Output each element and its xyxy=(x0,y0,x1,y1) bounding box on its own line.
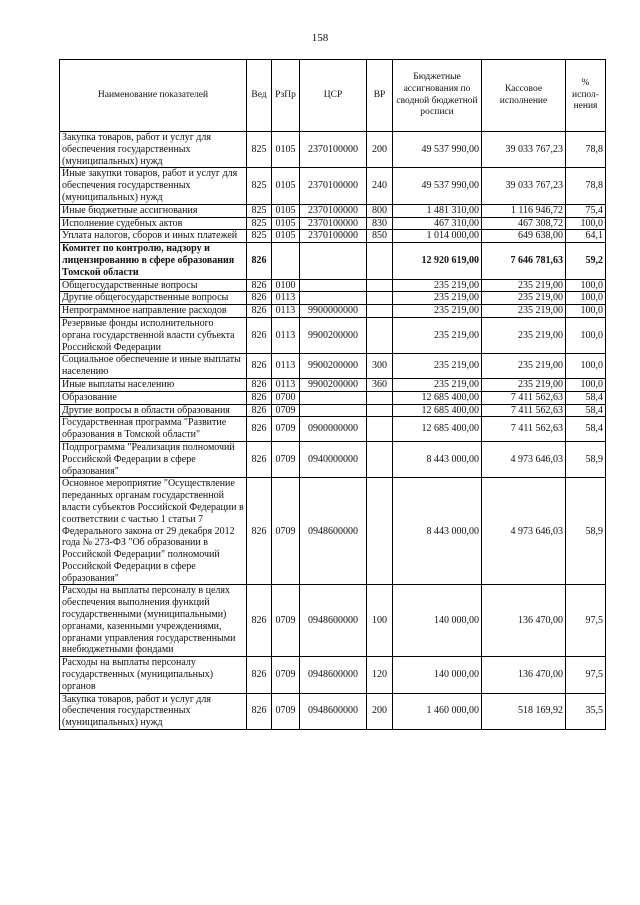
row-percent: 100,0 xyxy=(566,217,606,230)
row-rzpr: 0709 xyxy=(272,404,300,417)
row-name: Иные закупки товаров, работ и услуг для обеспечения государственных (муниципальных) нужд xyxy=(60,168,247,204)
row-name: Расходы на выплаты персоналу государственных (муниципальных) органов xyxy=(60,657,247,693)
row-name: Комитет по контролю, надзору и лицензированию в сфере образования Томской области xyxy=(60,243,247,279)
row-ved: 826 xyxy=(247,378,272,391)
row-cash: 467 308,72 xyxy=(482,217,566,230)
row-budget: 1 014 000,00 xyxy=(393,230,482,243)
row-ved: 825 xyxy=(247,217,272,230)
row-vr xyxy=(367,417,393,442)
row-percent: 78,8 xyxy=(566,168,606,204)
row-budget: 12 685 400,00 xyxy=(393,391,482,404)
row-name: Иные выплаты населению xyxy=(60,378,247,391)
row-budget: 8 443 000,00 xyxy=(393,441,482,477)
row-cash: 136 470,00 xyxy=(482,585,566,657)
row-vr xyxy=(367,391,393,404)
row-csr: 2370100000 xyxy=(300,217,367,230)
table-row xyxy=(60,204,606,217)
page-number: 158 xyxy=(311,32,329,44)
row-budget: 49 537 990,00 xyxy=(393,168,482,204)
header-vr: ВР xyxy=(367,60,393,132)
row-vr xyxy=(367,478,393,585)
header-name: Наименование показателей xyxy=(60,60,247,132)
row-cash: 235 219,00 xyxy=(482,354,566,379)
row-name: Уплата налогов, сборов и иных платежей xyxy=(60,230,247,243)
table-row xyxy=(60,378,606,391)
row-csr: 2370100000 xyxy=(300,132,367,168)
row-vr: 100 xyxy=(367,585,393,657)
row-percent: 59,2 xyxy=(566,243,606,279)
row-percent: 35,5 xyxy=(566,693,606,729)
row-name: Другие общегосударственные вопросы xyxy=(60,292,247,305)
row-name: Иные бюджетные ассигнования xyxy=(60,204,247,217)
row-csr: 2370100000 xyxy=(300,168,367,204)
table-header-row xyxy=(60,60,606,132)
row-rzpr: 0105 xyxy=(272,230,300,243)
row-csr: 0948600000 xyxy=(300,585,367,657)
row-ved: 826 xyxy=(247,391,272,404)
header-budget: Бюджетные ассигнования по сводной бюджетной росписи xyxy=(393,60,482,132)
row-csr xyxy=(300,391,367,404)
row-budget: 235 219,00 xyxy=(393,292,482,305)
row-ved: 826 xyxy=(247,585,272,657)
row-ved: 826 xyxy=(247,693,272,729)
row-budget: 1 460 000,00 xyxy=(393,693,482,729)
table-row xyxy=(60,391,606,404)
row-budget: 235 219,00 xyxy=(393,378,482,391)
row-csr: 2370100000 xyxy=(300,204,367,217)
row-percent: 58,9 xyxy=(566,478,606,585)
row-name: Государственная программа "Развитие образования в Томской области" xyxy=(60,417,247,442)
table-row xyxy=(60,132,606,168)
row-name: Резервные фонды исполнительного органа государственной власти субъекта Российской Федерации xyxy=(60,317,247,353)
header-ved: Вед xyxy=(247,60,272,132)
row-percent: 78,8 xyxy=(566,132,606,168)
row-ved: 826 xyxy=(247,279,272,292)
row-vr xyxy=(367,317,393,353)
row-name: Непрограммное направление расходов xyxy=(60,305,247,318)
row-budget: 140 000,00 xyxy=(393,585,482,657)
row-rzpr: 0113 xyxy=(272,354,300,379)
row-name: Социальное обеспечение и иные выплаты населению xyxy=(60,354,247,379)
row-csr: 0948600000 xyxy=(300,693,367,729)
row-csr: 9900200000 xyxy=(300,378,367,391)
row-cash: 235 219,00 xyxy=(482,317,566,353)
row-vr: 800 xyxy=(367,204,393,217)
row-rzpr: 0105 xyxy=(272,168,300,204)
header-csr: ЦСР xyxy=(300,60,367,132)
table-row xyxy=(60,217,606,230)
table-row xyxy=(60,417,606,442)
row-rzpr: 0709 xyxy=(272,657,300,693)
row-percent: 58,4 xyxy=(566,417,606,442)
row-cash: 4 973 646,03 xyxy=(482,441,566,477)
row-rzpr: 0709 xyxy=(272,693,300,729)
row-rzpr: 0105 xyxy=(272,204,300,217)
budget-execution-table xyxy=(59,59,606,730)
table-row xyxy=(60,585,606,657)
table-row xyxy=(60,693,606,729)
row-name: Образование xyxy=(60,391,247,404)
table-row xyxy=(60,441,606,477)
row-csr xyxy=(300,279,367,292)
row-vr xyxy=(367,305,393,318)
row-percent: 97,5 xyxy=(566,657,606,693)
row-cash: 235 219,00 xyxy=(482,292,566,305)
table-row xyxy=(60,354,606,379)
row-vr: 200 xyxy=(367,693,393,729)
table-row xyxy=(60,657,606,693)
row-ved: 826 xyxy=(247,404,272,417)
row-ved: 826 xyxy=(247,317,272,353)
row-rzpr: 0113 xyxy=(272,292,300,305)
table-row xyxy=(60,305,606,318)
row-percent: 100,0 xyxy=(566,305,606,318)
row-budget: 140 000,00 xyxy=(393,657,482,693)
row-name: Основное мероприятие "Осуществление переданных органам государственной власти субъектов Российской Федерации в соответствии с частью 1 статьи 7 Федерального закона от 29 декабря 2012 года № 273-ФЗ "Об образовании в Российской Федерации" полномочий Российской Федерации в сфере образования" xyxy=(60,478,247,585)
row-percent: 100,0 xyxy=(566,378,606,391)
row-ved: 826 xyxy=(247,478,272,585)
header-percent: % испол-нения xyxy=(566,60,606,132)
row-vr: 120 xyxy=(367,657,393,693)
row-rzpr: 0113 xyxy=(272,317,300,353)
row-ved: 826 xyxy=(247,354,272,379)
table-row xyxy=(60,317,606,353)
row-vr xyxy=(367,404,393,417)
row-csr: 2370100000 xyxy=(300,230,367,243)
row-csr: 0940000000 xyxy=(300,441,367,477)
row-rzpr xyxy=(272,243,300,279)
row-percent: 100,0 xyxy=(566,317,606,353)
row-cash: 39 033 767,23 xyxy=(482,132,566,168)
row-rzpr: 0113 xyxy=(272,305,300,318)
header-rzpr: РзПр xyxy=(272,60,300,132)
row-ved: 826 xyxy=(247,305,272,318)
row-budget: 1 481 310,00 xyxy=(393,204,482,217)
row-csr: 0900000000 xyxy=(300,417,367,442)
row-cash: 235 219,00 xyxy=(482,279,566,292)
row-name: Закупка товаров, работ и услуг для обеспечения государственных (муниципальных) нужд xyxy=(60,132,247,168)
row-name: Исполнение судебных актов xyxy=(60,217,247,230)
row-rzpr: 0709 xyxy=(272,478,300,585)
row-csr: 0948600000 xyxy=(300,478,367,585)
row-cash: 7 411 562,63 xyxy=(482,391,566,404)
row-name: Расходы на выплаты персоналу в целях обеспечения выполнения функций государственными (муниципальными) органами, казенными учреждениями, органами управления государственными внебюджетными фондами xyxy=(60,585,247,657)
row-budget: 235 219,00 xyxy=(393,317,482,353)
row-rzpr: 0709 xyxy=(272,417,300,442)
row-ved: 825 xyxy=(247,132,272,168)
table-row xyxy=(60,478,606,585)
row-rzpr: 0105 xyxy=(272,132,300,168)
row-rzpr: 0100 xyxy=(272,279,300,292)
row-name: Подпрограмма "Реализация полномочий Российской Федерации в сфере образования" xyxy=(60,441,247,477)
row-cash: 39 033 767,23 xyxy=(482,168,566,204)
row-ved: 825 xyxy=(247,204,272,217)
row-csr xyxy=(300,243,367,279)
row-ved: 826 xyxy=(247,417,272,442)
row-vr: 360 xyxy=(367,378,393,391)
row-csr: 9900200000 xyxy=(300,317,367,353)
row-cash: 7 411 562,63 xyxy=(482,417,566,442)
row-name: Другие вопросы в области образования xyxy=(60,404,247,417)
row-percent: 100,0 xyxy=(566,279,606,292)
row-name: Закупка товаров, работ и услуг для обеспечения государственных (муниципальных) нужд xyxy=(60,693,247,729)
row-ved: 825 xyxy=(247,168,272,204)
row-cash: 649 638,00 xyxy=(482,230,566,243)
row-percent: 64,1 xyxy=(566,230,606,243)
table-row xyxy=(60,230,606,243)
row-csr: 0948600000 xyxy=(300,657,367,693)
row-budget: 12 920 619,00 xyxy=(393,243,482,279)
row-vr xyxy=(367,441,393,477)
row-vr: 830 xyxy=(367,217,393,230)
row-vr xyxy=(367,279,393,292)
row-budget: 235 219,00 xyxy=(393,354,482,379)
row-percent: 58,4 xyxy=(566,404,606,417)
row-percent: 75,4 xyxy=(566,204,606,217)
row-cash: 4 973 646,03 xyxy=(482,478,566,585)
table-row xyxy=(60,404,606,417)
row-rzpr: 0105 xyxy=(272,217,300,230)
row-cash: 235 219,00 xyxy=(482,378,566,391)
row-vr xyxy=(367,292,393,305)
row-csr xyxy=(300,404,367,417)
row-name: Общегосударственные вопросы xyxy=(60,279,247,292)
table-row xyxy=(60,243,606,279)
row-csr xyxy=(300,292,367,305)
row-rzpr: 0709 xyxy=(272,585,300,657)
row-ved: 826 xyxy=(247,657,272,693)
row-cash: 1 116 946,72 xyxy=(482,204,566,217)
row-cash: 7 646 781,63 xyxy=(482,243,566,279)
row-ved: 826 xyxy=(247,243,272,279)
row-percent: 100,0 xyxy=(566,292,606,305)
row-budget: 235 219,00 xyxy=(393,305,482,318)
row-rzpr: 0709 xyxy=(272,441,300,477)
row-vr: 850 xyxy=(367,230,393,243)
row-rzpr: 0700 xyxy=(272,391,300,404)
table-row xyxy=(60,292,606,305)
row-budget: 12 685 400,00 xyxy=(393,417,482,442)
row-percent: 97,5 xyxy=(566,585,606,657)
row-cash: 518 169,92 xyxy=(482,693,566,729)
row-budget: 235 219,00 xyxy=(393,279,482,292)
row-budget: 49 537 990,00 xyxy=(393,132,482,168)
row-vr: 300 xyxy=(367,354,393,379)
row-cash: 235 219,00 xyxy=(482,305,566,318)
table-row xyxy=(60,168,606,204)
row-csr: 9900000000 xyxy=(300,305,367,318)
row-cash: 7 411 562,63 xyxy=(482,404,566,417)
row-percent: 58,4 xyxy=(566,391,606,404)
row-ved: 826 xyxy=(247,292,272,305)
row-budget: 467 310,00 xyxy=(393,217,482,230)
row-budget: 8 443 000,00 xyxy=(393,478,482,585)
row-vr xyxy=(367,243,393,279)
row-ved: 826 xyxy=(247,441,272,477)
row-budget: 12 685 400,00 xyxy=(393,404,482,417)
row-cash: 136 470,00 xyxy=(482,657,566,693)
row-percent: 100,0 xyxy=(566,354,606,379)
header-cash: Кассовое исполнение xyxy=(482,60,566,132)
row-vr: 200 xyxy=(367,132,393,168)
row-ved: 825 xyxy=(247,230,272,243)
row-csr: 9900200000 xyxy=(300,354,367,379)
row-rzpr: 0113 xyxy=(272,378,300,391)
table-row xyxy=(60,279,606,292)
row-percent: 58,9 xyxy=(566,441,606,477)
row-vr: 240 xyxy=(367,168,393,204)
